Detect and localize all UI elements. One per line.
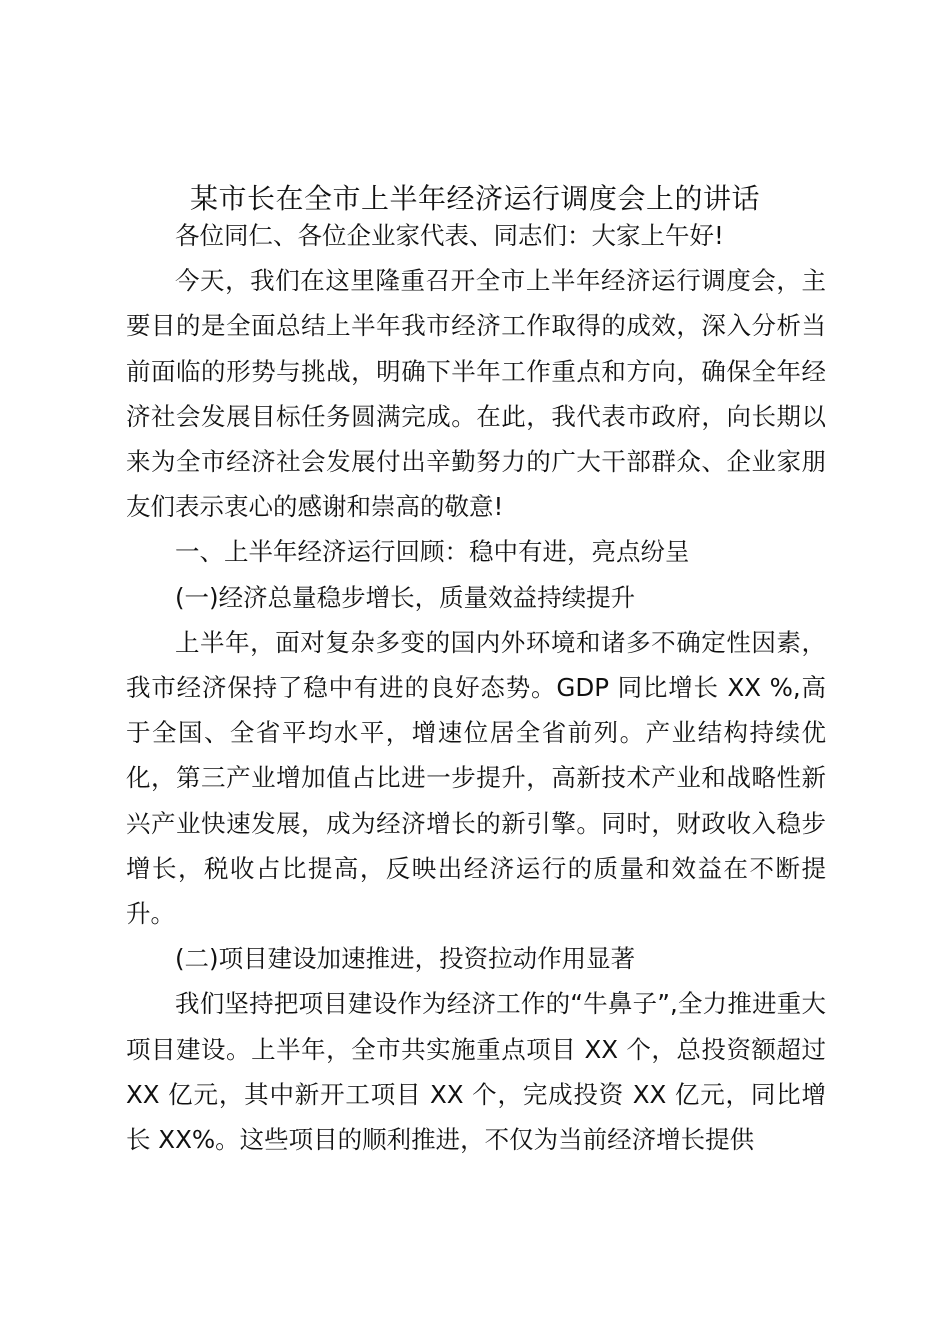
paragraph-opening: 今天，我们在这里隆重召开全市上半年经济运行调度会，主要目的是全面总结上半年我市经济工作取得的成效，深入分析当前面临的形势与挑战，明确下半年工作重点和方向，确保全年经济社会发展目标任务圆满完成。在此，我代表市政府，向长期以来为全市经济社会发展付出辛勤努力的广大干部群众、企业家朋友们表示衷心的感谢和崇高的敬意! bbox=[126, 266, 826, 522]
paragraph-economy: 上半年，面对复杂多变的国内外环境和诸多不确定性因素，我市经济保持了稳中有进的良好态势。GDP 同比增长 XX %,高于全国、全省平均水平，增速位居全省前列。产业结构持续优化，第三产业增加值占比进一步提升，高新技术产业和战略性新兴产业快速发展，成为经济增长的新引擎。同时，财政收入稳步增长，税收占比提高，反映出经济运行的质量和效益在不断提升。 bbox=[126, 627, 826, 929]
subsection-heading-2: (二)项目建设加速推进，投资拉动作用显著 bbox=[175, 944, 636, 974]
document-body bbox=[126, 213, 826, 1162]
paragraph-projects: 我们坚持把项目建设作为经济工作的“牛鼻子”,全力推进重大项目建设。上半年，全市共实施重点项目 XX 个，总投资额超过 XX 亿元，其中新开工项目 XX 个，完成投资 XX 亿元，同比增长 XX%。这些项目的顺利推进，不仅为当前经济增长提供 bbox=[126, 989, 826, 1155]
paragraph-greeting: 各位同仁、各位企业家代表、同志们：大家上午好! bbox=[175, 221, 724, 250]
subsection-heading-1: (一)经济总量稳步增长，质量效益持续提升 bbox=[175, 582, 636, 612]
section-heading-1: 一、上半年经济运行回顾：稳中有进，亮点纷呈 bbox=[175, 537, 690, 567]
document-title: 某市长在全市上半年经济运行调度会上的讲话 bbox=[189, 182, 760, 215]
